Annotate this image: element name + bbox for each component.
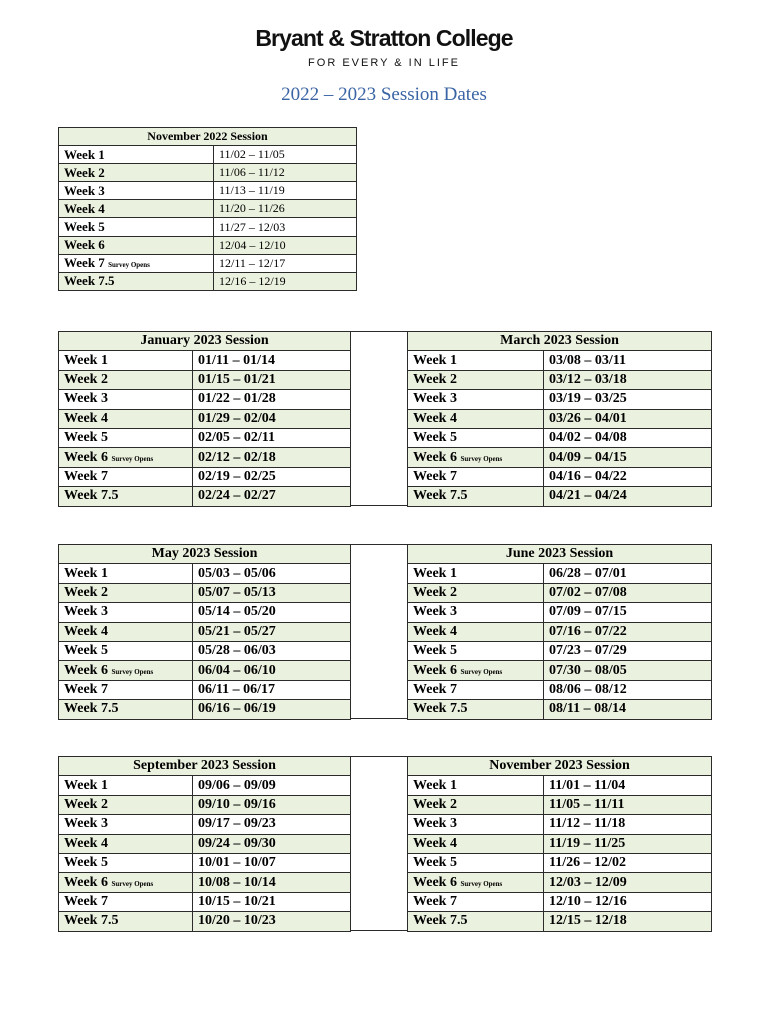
week-label: Week 7 [413, 681, 457, 697]
week-label: Week 7.5 [413, 701, 468, 717]
week-cell [59, 795, 193, 814]
date-range-cell: 11/26 – 12/02 [544, 853, 712, 872]
week-label: Week 2 [64, 796, 108, 812]
date-range-cell: 02/12 – 02/18 [193, 448, 351, 467]
date-range-cell: 12/11 – 12/17 [214, 254, 357, 272]
date-range-cell: 10/08 – 10/14 [193, 873, 351, 892]
table-row [59, 448, 351, 467]
table-row [59, 254, 357, 272]
date-range-cell: 04/21 – 04/24 [544, 487, 712, 506]
week-cell [59, 815, 193, 834]
week-label: Week 7.5 [64, 488, 119, 504]
week-cell [59, 200, 214, 218]
week-label: Week 1 [64, 777, 108, 793]
date-range-cell: 01/15 – 01/21 [193, 370, 351, 389]
week-cell [408, 583, 544, 602]
date-range-cell: 09/17 – 09/23 [193, 815, 351, 834]
week-cell [59, 834, 193, 853]
session-table-june-2023 [407, 544, 712, 720]
table-row [59, 487, 351, 506]
week-label: Week 7.5 [64, 913, 119, 929]
week-cell [59, 467, 193, 486]
table-row [408, 912, 712, 931]
table-row [59, 680, 351, 699]
week-cell [59, 351, 193, 370]
week-label: Week 5 [64, 430, 108, 446]
session-title: March 2023 Session [408, 332, 712, 351]
date-range-cell: 12/15 – 12/18 [544, 912, 712, 931]
table-row [59, 622, 351, 641]
week-label: Week 7 [64, 681, 108, 697]
week-label: Week 6 [64, 662, 108, 678]
week-label: Week 2 [64, 164, 105, 180]
week-cell [59, 661, 193, 680]
week-cell [408, 370, 544, 389]
date-range-cell: 09/24 – 09/30 [193, 834, 351, 853]
session-title: June 2023 Session [408, 545, 712, 564]
week-label: Week 1 [413, 777, 457, 793]
date-range-cell: 05/03 – 05/06 [193, 564, 351, 583]
date-range-cell: 11/20 – 11/26 [214, 200, 357, 218]
table-row [408, 661, 712, 680]
week-cell [408, 390, 544, 409]
table-row [408, 583, 712, 602]
session-title: November 2022 Session [59, 128, 357, 146]
date-range-cell: 12/03 – 12/09 [544, 873, 712, 892]
table-row [408, 603, 712, 622]
date-range-cell: 11/02 – 11/05 [214, 146, 357, 164]
table-spacer [350, 544, 407, 719]
date-range-cell: 03/08 – 03/11 [544, 351, 712, 370]
week-cell [408, 815, 544, 834]
session-table-november-2023 [407, 756, 712, 932]
table-row [59, 603, 351, 622]
table-row [408, 390, 712, 409]
table-row [408, 834, 712, 853]
date-range-cell: 12/10 – 12/16 [544, 892, 712, 911]
date-range-cell: 01/29 – 02/04 [193, 409, 351, 428]
week-cell [408, 776, 544, 795]
week-cell [59, 776, 193, 795]
week-cell [59, 700, 193, 719]
week-cell [408, 834, 544, 853]
date-range-cell: 06/16 – 06/19 [193, 700, 351, 719]
college-tagline: FOR EVERY & IN LIFE [308, 57, 460, 69]
date-range-cell: 11/05 – 11/11 [544, 795, 712, 814]
table-row [59, 892, 351, 911]
table-row [59, 370, 351, 389]
table-row [408, 853, 712, 872]
week-cell [59, 164, 214, 182]
date-range-cell: 01/11 – 01/14 [193, 351, 351, 370]
week-cell [59, 622, 193, 641]
table-row [408, 680, 712, 699]
week-cell [59, 603, 193, 622]
week-cell [408, 873, 544, 892]
table-row [59, 351, 351, 370]
session-title: September 2023 Session [59, 757, 351, 776]
week-label: Week 2 [64, 584, 108, 600]
table-row [59, 583, 351, 602]
date-range-cell: 03/19 – 03/25 [544, 390, 712, 409]
table-row [408, 428, 712, 447]
week-cell [408, 912, 544, 931]
date-range-cell: 11/19 – 11/25 [544, 834, 712, 853]
week-cell [408, 428, 544, 447]
date-range-cell: 01/22 – 01/28 [193, 390, 351, 409]
table-spacer [350, 756, 407, 931]
week-cell [408, 795, 544, 814]
week-label: Week 1 [64, 352, 108, 368]
date-range-cell: 10/01 – 10/07 [193, 853, 351, 872]
table-row [408, 622, 712, 641]
week-label: Week 4 [413, 835, 457, 851]
week-label: Week 7.5 [413, 488, 468, 504]
session-table-november-2022 [58, 127, 357, 291]
week-label: Week 5 [64, 855, 108, 871]
week-label: Week 4 [64, 410, 108, 426]
week-label: Week 7.5 [64, 701, 119, 717]
week-label: Week 5 [64, 643, 108, 659]
table-row [408, 641, 712, 660]
week-cell [408, 448, 544, 467]
table-row [59, 661, 351, 680]
table-row [59, 390, 351, 409]
session-title: January 2023 Session [59, 332, 351, 351]
week-label: Week 3 [413, 816, 457, 832]
survey-note: Survey Opens [460, 454, 503, 463]
week-cell [59, 409, 193, 428]
week-label: Week 7.5 [413, 913, 468, 929]
date-range-cell: 02/24 – 02/27 [193, 487, 351, 506]
table-spacer [350, 331, 407, 506]
table-row [59, 236, 357, 254]
table-row [408, 487, 712, 506]
week-cell [408, 641, 544, 660]
week-cell [408, 853, 544, 872]
table-row [59, 815, 351, 834]
week-cell [59, 182, 214, 200]
week-label: Week 7 [413, 893, 457, 909]
table-row [59, 776, 351, 795]
week-cell [408, 603, 544, 622]
week-cell [408, 700, 544, 719]
week-cell [59, 892, 193, 911]
week-cell [408, 351, 544, 370]
table-row [408, 448, 712, 467]
week-label: Week 4 [413, 623, 457, 639]
date-range-cell: 05/07 – 05/13 [193, 583, 351, 602]
table-row [59, 428, 351, 447]
week-cell [59, 583, 193, 602]
date-range-cell: 06/28 – 07/01 [544, 564, 712, 583]
table-row [59, 218, 357, 236]
date-range-cell: 07/16 – 07/22 [544, 622, 712, 641]
session-table-march-2023 [407, 331, 712, 507]
table-row [59, 834, 351, 853]
week-cell [408, 467, 544, 486]
week-label: Week 3 [64, 816, 108, 832]
week-label: Week 1 [64, 146, 105, 162]
date-range-cell: 05/21 – 05/27 [193, 622, 351, 641]
week-label: Week 2 [413, 584, 457, 600]
date-range-cell: 08/06 – 08/12 [544, 680, 712, 699]
week-cell [59, 370, 193, 389]
date-range-cell: 04/02 – 04/08 [544, 428, 712, 447]
session-title: November 2023 Session [408, 757, 712, 776]
week-cell [59, 146, 214, 164]
date-range-cell: 09/10 – 09/16 [193, 795, 351, 814]
table-row [408, 351, 712, 370]
week-cell [59, 564, 193, 583]
date-range-cell: 07/09 – 07/15 [544, 603, 712, 622]
date-range-cell: 11/13 – 11/19 [214, 182, 357, 200]
date-range-cell: 10/20 – 10/23 [193, 912, 351, 931]
date-range-cell: 05/28 – 06/03 [193, 641, 351, 660]
week-cell [59, 641, 193, 660]
week-label: Week 4 [64, 200, 105, 216]
date-range-cell: 02/19 – 02/25 [193, 467, 351, 486]
week-label: Week 3 [64, 604, 108, 620]
week-cell [59, 236, 214, 254]
table-row [59, 853, 351, 872]
table-row [59, 912, 351, 931]
week-label: Week 2 [413, 371, 457, 387]
date-range-cell: 04/09 – 04/15 [544, 448, 712, 467]
survey-note: Survey Opens [111, 879, 154, 888]
week-label: Week 6 [413, 874, 457, 890]
table-row [59, 182, 357, 200]
survey-note: Survey Opens [111, 454, 154, 463]
date-range-cell: 03/12 – 03/18 [544, 370, 712, 389]
week-label: Week 2 [413, 796, 457, 812]
week-cell [59, 428, 193, 447]
date-range-cell: 06/11 – 06/17 [193, 680, 351, 699]
table-row [408, 564, 712, 583]
week-label: Week 6 [64, 874, 108, 890]
week-cell [408, 409, 544, 428]
week-label: Week 3 [64, 182, 105, 198]
table-row [408, 892, 712, 911]
date-range-cell: 07/02 – 07/08 [544, 583, 712, 602]
week-cell [59, 448, 193, 467]
week-label: Week 4 [413, 410, 457, 426]
week-cell [408, 680, 544, 699]
week-label: Week 3 [413, 391, 457, 407]
date-range-cell: 12/04 – 12/10 [214, 236, 357, 254]
week-label: Week 7 [64, 893, 108, 909]
week-label: Week 4 [64, 623, 108, 639]
week-cell [59, 873, 193, 892]
date-range-cell: 11/01 – 11/04 [544, 776, 712, 795]
week-label: Week 1 [64, 565, 108, 581]
week-label: Week 6 [413, 449, 457, 465]
table-row [59, 467, 351, 486]
week-cell [59, 254, 214, 272]
table-row [408, 776, 712, 795]
survey-note: Survey Opens [460, 879, 503, 888]
week-cell [59, 487, 193, 506]
week-label: Week 4 [64, 835, 108, 851]
week-label: Week 7 [64, 255, 105, 271]
week-label: Week 3 [413, 604, 457, 620]
table-row [408, 700, 712, 719]
survey-note: Survey Opens [108, 261, 150, 270]
week-label: Week 1 [413, 352, 457, 368]
week-label: Week 7 [413, 468, 457, 484]
table-row [59, 272, 357, 290]
week-cell [408, 661, 544, 680]
date-range-cell: 04/16 – 04/22 [544, 467, 712, 486]
table-row [59, 164, 357, 182]
date-range-cell: 07/30 – 08/05 [544, 661, 712, 680]
table-row [408, 370, 712, 389]
week-label: Week 5 [413, 855, 457, 871]
table-row [59, 700, 351, 719]
table-row [59, 146, 357, 164]
table-row [59, 795, 351, 814]
date-range-cell: 09/06 – 09/09 [193, 776, 351, 795]
week-cell [59, 272, 214, 290]
table-row [59, 641, 351, 660]
table-row [408, 467, 712, 486]
table-row [408, 873, 712, 892]
date-range-cell: 11/27 – 12/03 [214, 218, 357, 236]
week-label: Week 6 [413, 662, 457, 678]
week-cell [408, 487, 544, 506]
week-label: Week 6 [64, 449, 108, 465]
week-cell [408, 892, 544, 911]
week-label: Week 2 [64, 371, 108, 387]
week-cell [408, 622, 544, 641]
session-table-may-2023 [58, 544, 351, 720]
survey-note: Survey Opens [460, 667, 503, 676]
week-cell [408, 564, 544, 583]
date-range-cell: 10/15 – 10/21 [193, 892, 351, 911]
week-cell [59, 390, 193, 409]
college-logo: Bryant & Stratton College [255, 25, 513, 51]
session-table-september-2023 [58, 756, 351, 932]
date-range-cell: 03/26 – 04/01 [544, 409, 712, 428]
date-range-cell: 06/04 – 06/10 [193, 661, 351, 680]
date-range-cell: 05/14 – 05/20 [193, 603, 351, 622]
table-row [59, 873, 351, 892]
week-label: Week 7 [64, 468, 108, 484]
table-row [59, 564, 351, 583]
week-cell [59, 912, 193, 931]
week-label: Week 1 [413, 565, 457, 581]
table-row [59, 200, 357, 218]
session-title: May 2023 Session [59, 545, 351, 564]
week-cell [59, 853, 193, 872]
week-label: Week 5 [413, 643, 457, 659]
session-table-january-2023 [58, 331, 351, 507]
date-range-cell: 11/12 – 11/18 [544, 815, 712, 834]
week-label: Week 7.5 [64, 273, 115, 289]
week-cell [59, 680, 193, 699]
date-range-cell: 07/23 – 07/29 [544, 641, 712, 660]
table-row [59, 409, 351, 428]
week-label: Week 3 [64, 391, 108, 407]
week-label: Week 5 [413, 430, 457, 446]
week-cell [59, 218, 214, 236]
date-range-cell: 02/05 – 02/11 [193, 428, 351, 447]
survey-note: Survey Opens [111, 667, 154, 676]
date-range-cell: 12/16 – 12/19 [214, 272, 357, 290]
week-label: Week 5 [64, 219, 105, 235]
week-label: Week 6 [64, 237, 105, 253]
date-range-cell: 11/06 – 11/12 [214, 164, 357, 182]
table-row [408, 815, 712, 834]
table-row [408, 795, 712, 814]
table-row [408, 409, 712, 428]
date-range-cell: 08/11 – 08/14 [544, 700, 712, 719]
page-title: 2022 – 2023 Session Dates [281, 84, 487, 105]
